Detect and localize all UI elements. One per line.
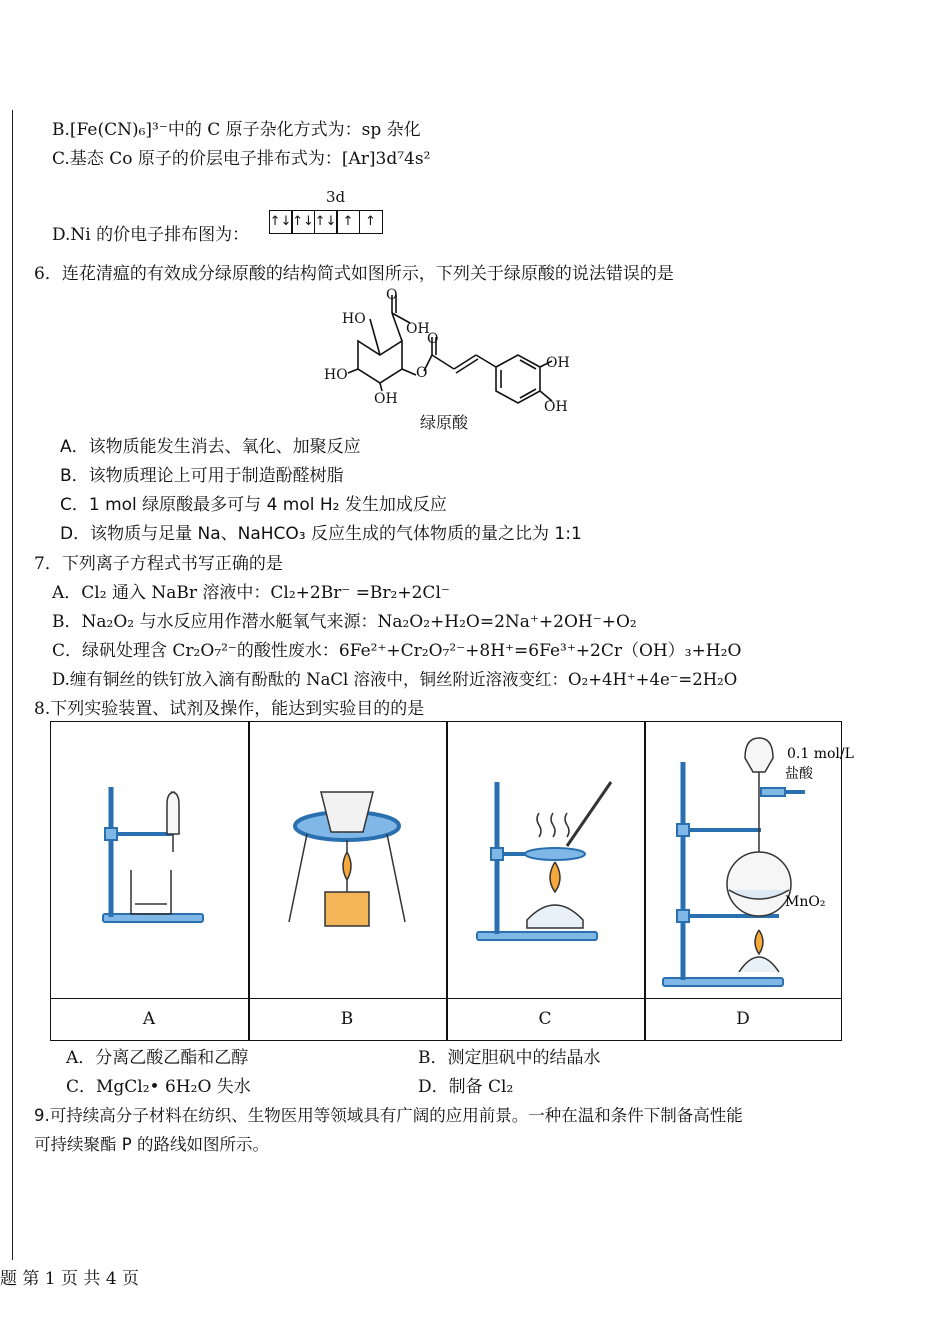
cell-b (249, 722, 447, 998)
q9-line2: 可持续聚酯 P 的路线如图所示。 (34, 1135, 269, 1154)
cell-c (447, 722, 645, 998)
atom-label: OH (406, 321, 430, 337)
hcl-concentration-label: 0.1 mol/L (787, 746, 854, 762)
q5-option-b: B.[Fe(CN)₆]³⁻中的 C 原子杂化方式为：sp 杂化 (52, 120, 421, 140)
cell-label: C (538, 1009, 552, 1029)
orbital-box: ↑ (359, 210, 383, 234)
mno2-label: MnO₂ (785, 894, 826, 910)
separatory-funnel-apparatus (51, 722, 247, 996)
q8-option-d: D．制备 Cl₂ (418, 1077, 514, 1097)
orbital-label: 3d (326, 188, 346, 206)
label-row (51, 998, 841, 1041)
evaporating-dish-apparatus (447, 722, 643, 996)
q7-option-c: C．绿矾处理含 Cr₂O₇²⁻的酸性废水：6Fe²⁺+Cr₂O₇²⁻+8H⁺=6Fe³⁺+2Cr（OH）₃+H₂O (52, 641, 742, 661)
orbital-diagram (270, 210, 383, 234)
crucible-heating-apparatus (249, 722, 445, 996)
atom-label: OH (546, 355, 570, 371)
cell-d (645, 722, 854, 998)
margin-line (12, 110, 13, 1260)
atom-label: O (386, 287, 398, 303)
q8-option-c: C．MgCl₂• 6H₂O 失水 (66, 1077, 251, 1097)
apparatus-table (50, 721, 854, 1041)
q5-option-c: C.基态 Co 原子的价层电子排布式为：[Ar]3d⁷4s² (52, 149, 431, 169)
q6-option-a: A．该物质能发生消去、氧化、加聚反应 (60, 437, 361, 457)
atom-label: O (416, 365, 428, 381)
page-footer: 题 第 1 页 共 4 页 (0, 1269, 140, 1289)
q6-option-d: D．该物质与足量 Na、NaHCO₃ 反应生成的气体物质的量之比为 1:1 (60, 524, 582, 544)
q8-option-a: A．分离乙酸乙酯和乙醇 (66, 1048, 249, 1068)
atom-label: OH (544, 399, 568, 415)
cell-a (51, 722, 249, 998)
cell-label: A (142, 1009, 156, 1029)
q7-option-a: A．Cl₂ 通入 NaBr 溶液中：Cl₂+2Br⁻ =Br₂+2Cl⁻ (52, 583, 450, 603)
q9-line1: 9.可持续高分子材料在纺织、生物医用等领域具有广阔的应用前景。一种在温和条件下制备高性能 (34, 1106, 743, 1125)
q7-option-b: B．Na₂O₂ 与水反应用作潜水艇氧气来源：Na₂O₂+H₂O=2Na⁺+2OH⁻+O₂ (52, 612, 637, 632)
chlorine-generation-apparatus (645, 722, 854, 996)
atom-label: HO (342, 311, 366, 327)
q6-stem: 6．连花清瘟的有效成分绿原酸的结构简式如图所示，下列关于绿原酸的说法错误的是 (34, 264, 674, 284)
orbital-box: ↑↓ (269, 210, 293, 234)
hcl-label: 盐酸 (785, 766, 813, 782)
q5-option-d: D.Ni 的价电子排布图为： (52, 225, 250, 245)
q7-stem: 7．下列离子方程式书写正确的是 (34, 554, 283, 574)
atom-label: HO (324, 367, 348, 383)
orbital-box: ↑↓ (314, 210, 338, 234)
orbital-box: ↑ (336, 210, 360, 234)
atom-label: OH (374, 391, 398, 407)
q6-option-b: B．该物质理论上可用于制造酚醛树脂 (60, 466, 344, 486)
cell-label: B (340, 1009, 354, 1029)
q8-option-b: B．测定胆矾中的结晶水 (418, 1048, 601, 1068)
q6-option-c: C．1 mol 绿原酸最多可与 4 mol H₂ 发生加成反应 (60, 495, 447, 515)
cell-label: D (736, 1009, 750, 1029)
q8-stem: 8.下列实验装置、试剂及操作，能达到实验目的的是 (34, 699, 425, 719)
q7-option-d: D.缠有铜丝的铁钉放入滴有酚酞的 NaCl 溶液中，铜丝附近溶液变红：O₂+4H⁺+4e⁻=2H₂O (52, 670, 738, 689)
molecule-name: 绿原酸 (420, 413, 469, 432)
orbital-box: ↑↓ (291, 210, 315, 234)
atom-label: O (427, 331, 439, 347)
